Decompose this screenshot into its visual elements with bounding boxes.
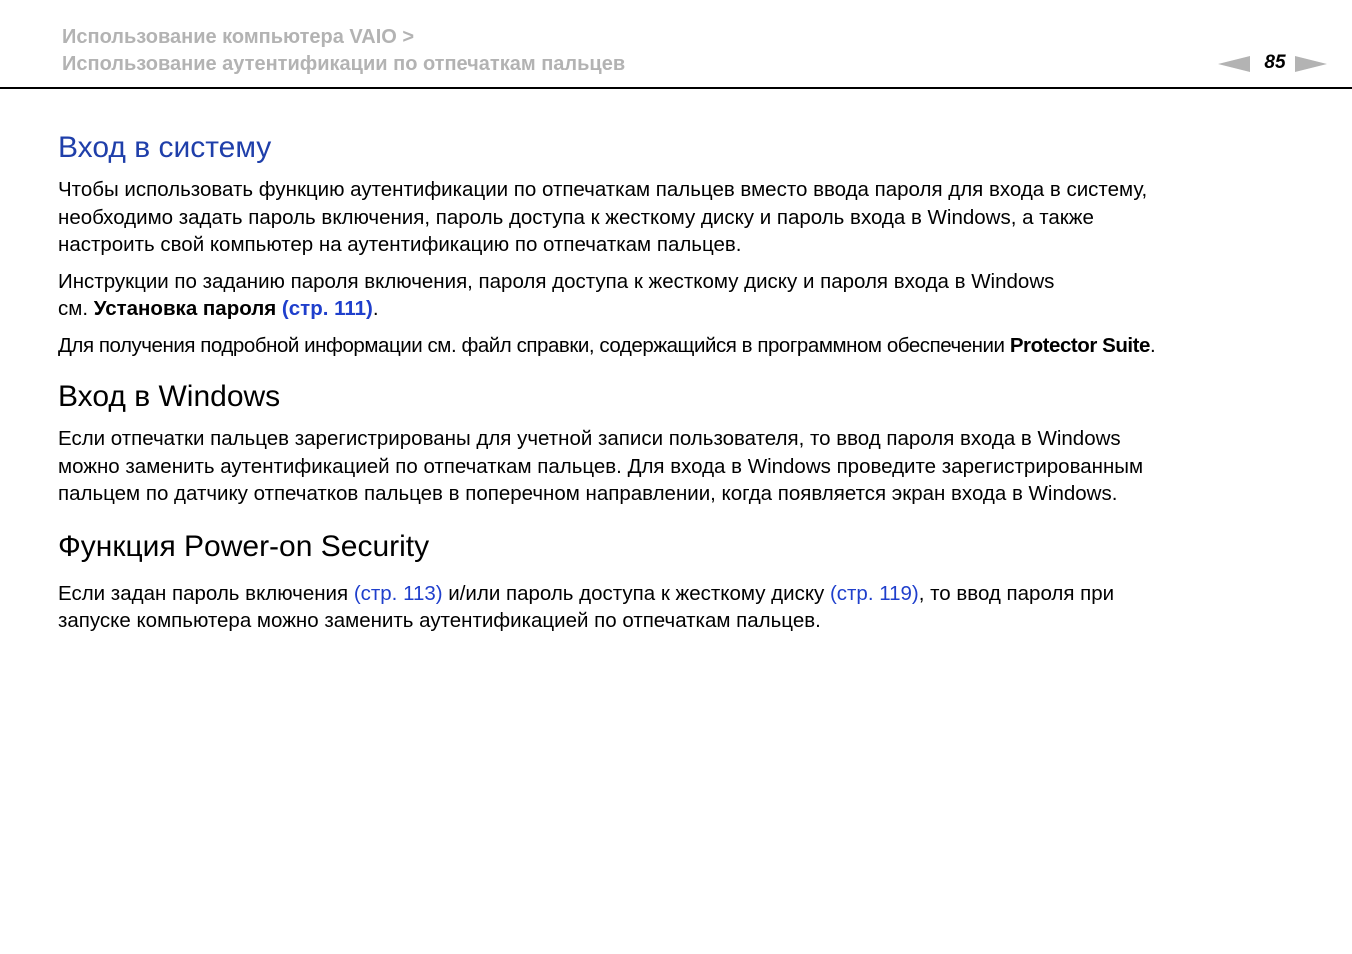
page-number: 85 — [1264, 52, 1286, 73]
text-fragment: Если задан пароль включения — [58, 581, 354, 605]
text-fragment: и/или пароль доступа к жесткому диску — [442, 581, 830, 605]
text-fragment: . — [1150, 333, 1156, 357]
text-fragment: Для получения подробной информации см. файл справки, содержащийся в программном обеспечении — [58, 333, 1010, 357]
paragraph-line: запуске компьютера можно заменить аутентификацией по отпечаткам пальцев. — [58, 609, 821, 632]
paragraph-line: Инструкции по заданию пароля включения, пароля доступа к жесткому диску и пароля входа в Windows — [58, 269, 1055, 293]
paragraph-line: Чтобы использовать функцию аутентификации по отпечаткам пальцев вместо ввода пароля для входа в систему, — [58, 178, 1148, 201]
header-divider — [0, 87, 1352, 89]
text-fragment: . — [372, 297, 379, 320]
text-fragment: , то ввод пароля при — [918, 581, 1115, 605]
paragraph-line: можно заменить аутентификацией по отпечаткам пальцев. Для входа в Windows проведите зарегистрированным — [58, 454, 1144, 478]
cross-reference-title: Установка пароля — [93, 297, 277, 320]
page-content — [58, 126, 1308, 635]
section-title-power-on-security: Функция Power-on Security — [58, 529, 430, 563]
breadcrumb-line-1[interactable]: Использование компьютера VAIO > — [62, 26, 415, 48]
breadcrumb — [62, 24, 625, 78]
paragraph-line — [58, 295, 1308, 323]
section-title-windows-login: Вход в Windows — [58, 380, 281, 413]
paragraph-line: пальцем по датчику отпечатков пальцев в поперечном направлении, когда появляется экран входа в Windows. — [58, 482, 1118, 505]
next-page-arrow-icon[interactable] — [1295, 56, 1327, 72]
paragraph-line: Если отпечатки пальцев зарегистрированы для учетной записи пользователя, то ввод пароля входа в Windows — [58, 427, 1121, 450]
section-title-login: Вход в систему — [58, 131, 272, 164]
page-header — [0, 0, 1352, 89]
software-name: Protector Suite — [1009, 333, 1151, 357]
page-link-113[interactable]: (стр. 113) — [353, 581, 443, 605]
page-link-111[interactable]: (стр. 111) — [281, 297, 373, 320]
paragraph-line: необходимо задать пароль включения, пароль доступа к жесткому диску и пароль входа в Windows, а также — [58, 205, 1094, 229]
paragraph-line — [58, 580, 1308, 608]
previous-page-arrow-icon[interactable] — [1218, 56, 1250, 72]
paragraph-line — [58, 332, 1308, 360]
breadcrumb-line-2[interactable]: Использование аутентификации по отпечаткам пальцев — [62, 53, 626, 75]
page-link-119[interactable]: (стр. 119) — [829, 581, 919, 605]
page-navigator — [1218, 51, 1328, 75]
text-fragment: см. — [58, 297, 94, 320]
paragraph-line: настроить свой компьютер на аутентификацию по отпечаткам пальцев. — [58, 233, 742, 256]
